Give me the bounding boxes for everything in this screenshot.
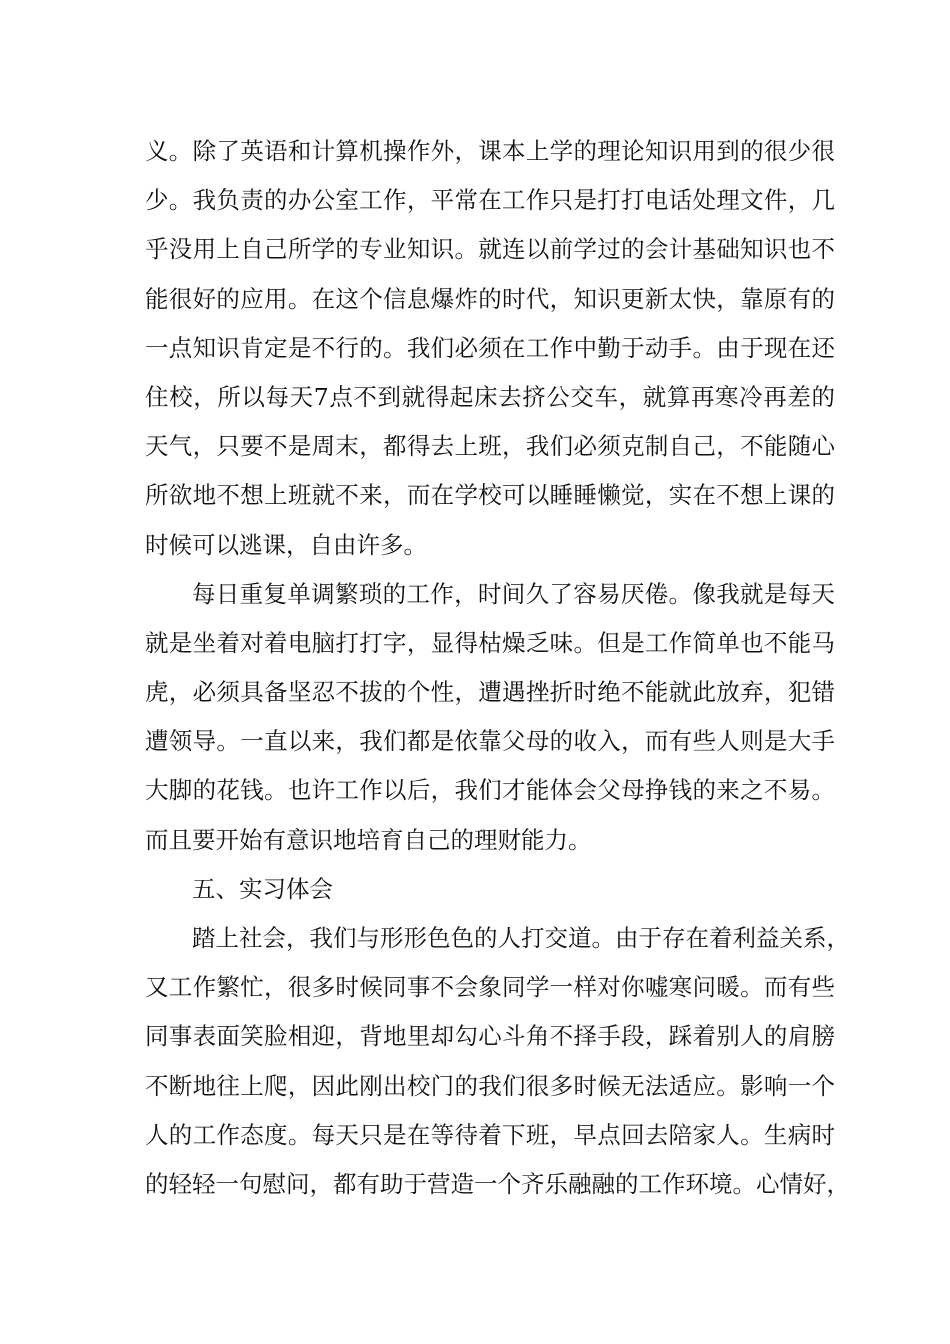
text-line: 的轻轻一句慰问，都有助于营造一个齐乐融融的工作环境。心情好， — [145, 1169, 850, 1198]
body-text — [145, 127, 850, 1209]
text-line: 一点知识肯定是不行的。我们必须在工作中勤于动手。由于现在还 — [145, 333, 835, 362]
text-line: 义。除了英语和计算机操作外，课本上学的理论知识用到的很少很 — [145, 137, 835, 165]
text-line: 虎，必须具备坚忍不拔的个性，遭遇挫折时绝不能就此放弃，犯错 — [145, 678, 835, 707]
text-line: 又工作繁忙，很多时候同事不会象同学一样对你嘘寒问暖。而有些 — [145, 973, 835, 1002]
text-line: 少。我负责的办公室工作，平常在工作只是打打电话处理文件，几 — [145, 186, 835, 215]
section-heading: 五、实习体会 — [192, 874, 333, 903]
text-line: 天气，只要不是周末，都得去上班，我们必须克制自己，不能随心 — [145, 432, 835, 461]
paragraph-start-line: 踏上社会，我们与形形色色的人打交道。由于存在着利益关系， — [192, 924, 850, 952]
paragraph-start-line: 每日重复单调繁琐的工作，时间久了容易厌倦。像我就是每天 — [192, 579, 835, 608]
text-line: 乎没用上自己所学的专业知识。就连以前学过的会计基础知识也不 — [145, 235, 835, 264]
text-line: 不断地往上爬，因此刚出校门的我们很多时候无法适应。影响一个 — [145, 1071, 835, 1100]
text-line: 大脚的花钱。也许工作以后，我们才能体会父母挣钱的来之不易。 — [145, 776, 835, 805]
text-line: 能很好的应用。在这个信息爆炸的时代，知识更新太快，靠原有的 — [145, 284, 835, 313]
text-line: 遭领导。一直以来，我们都是依靠父母的收入，而有些人则是大手 — [145, 727, 835, 756]
text-line: 住校，所以每天7点不到就得起床去挤公交车，就算再寒冷再差的 — [145, 382, 835, 411]
text-line: 同事表面笑脸相迎，背地里却勾心斗角不择手段，踩着别人的肩膀 — [145, 1022, 835, 1051]
text-line: 而且要开始有意识地培育自己的理财能力。 — [145, 825, 592, 854]
text-line: 时候可以逃课，自由许多。 — [145, 530, 427, 559]
text-line: 就是坐着对着电脑打打字，显得枯燥乏味。但是工作简单也不能马 — [145, 628, 835, 657]
text-line: 所欲地不想上班就不来，而在学校可以睡睡懒觉，实在不想上课的 — [145, 481, 835, 510]
text-line: 人的工作态度。每天只是在等待着下班，早点回去陪家人。生病时 — [145, 1120, 835, 1149]
